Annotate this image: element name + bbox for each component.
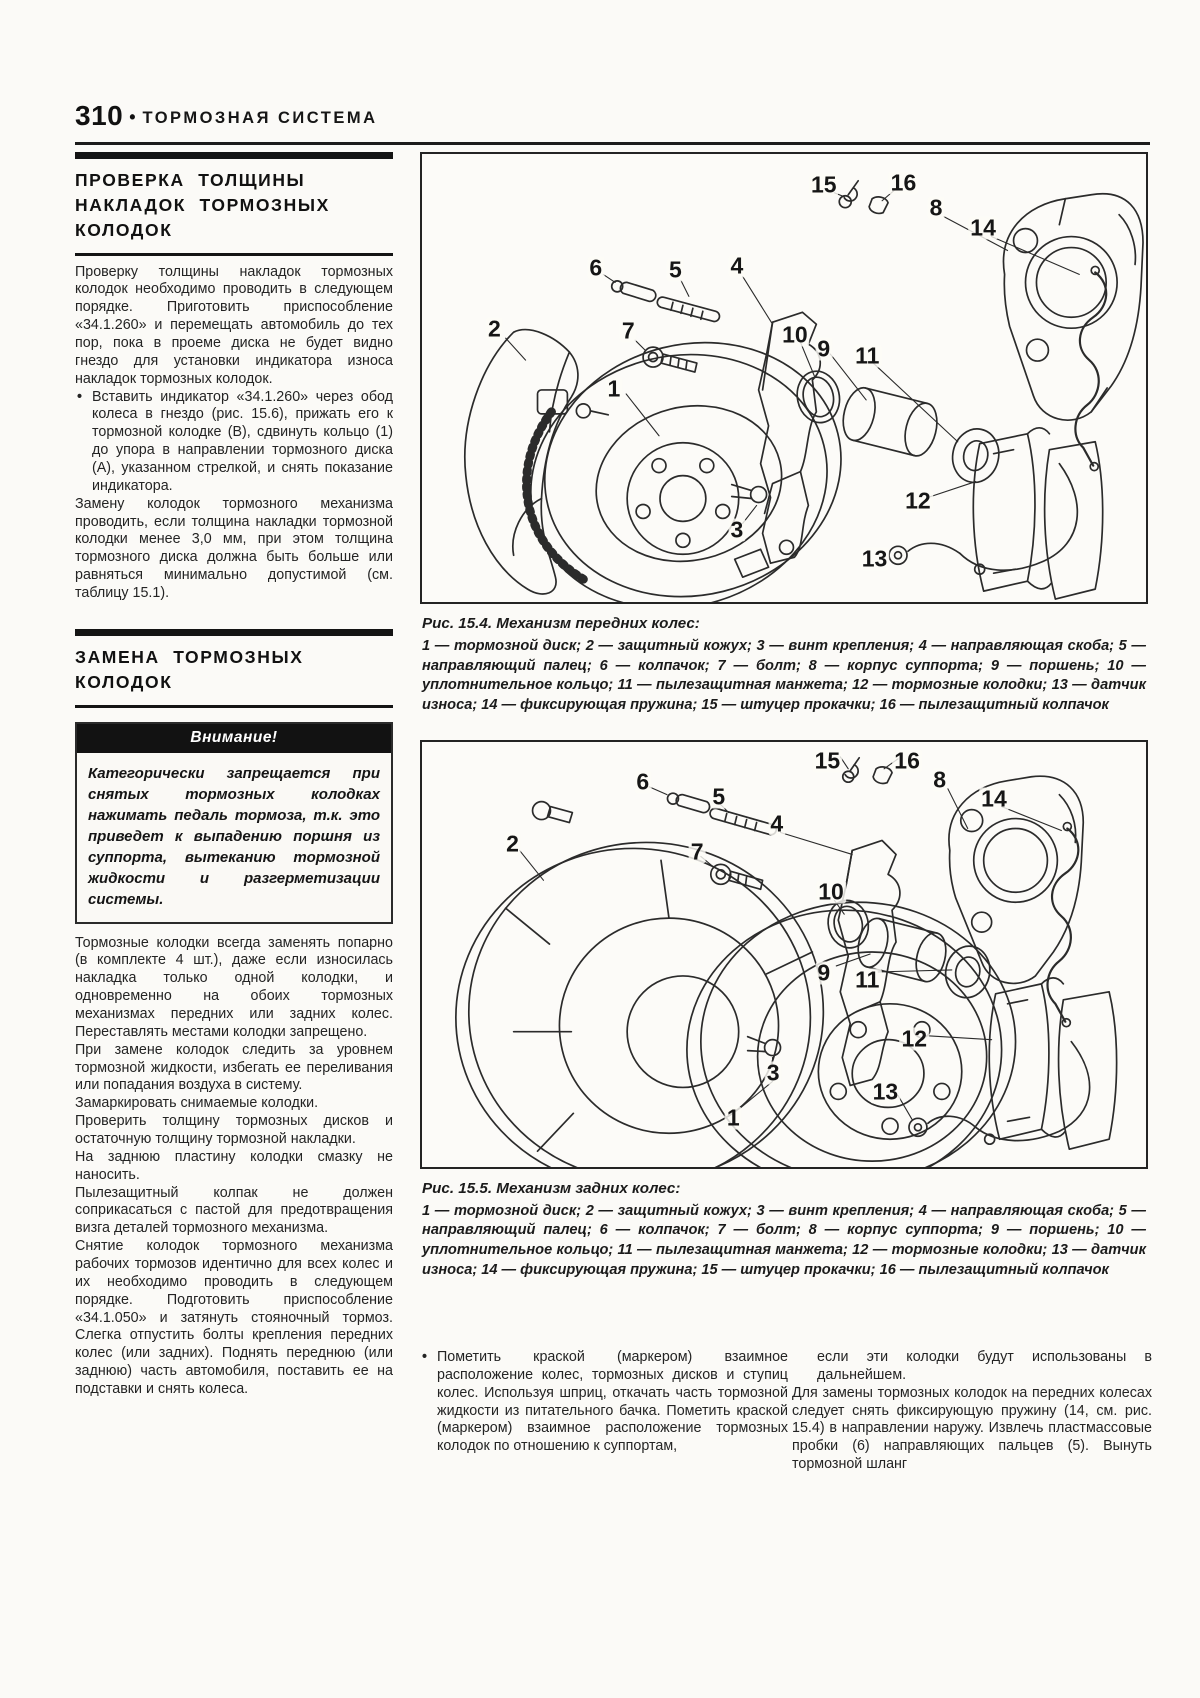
- left-column: [75, 152, 393, 1399]
- figure-callout-4: 4: [730, 252, 744, 279]
- warning-box: [75, 722, 393, 924]
- figure-callout-16: 16: [894, 747, 920, 774]
- bullet-marker: •: [422, 1349, 428, 1365]
- paragraph: На заднюю пластину колодки смазку не наносить.: [75, 1148, 393, 1183]
- figure-callout-10: 10: [818, 878, 844, 905]
- figure-callout-13: 13: [861, 545, 888, 572]
- paragraph: Проверку толщины накладок тормозных колодок необходимо проводить в следующем порядке. Приготовить приспособление «34.1.260» и перемещать автомобиль до тех пор, пока в проеме диска не будет видно гнездо для установки индикатора износа накладок тормозных колодок.: [75, 263, 393, 387]
- figure-caption-title: Рис. 15.4. Механизм передних колес:: [422, 615, 700, 632]
- figure-callout-6: 6: [636, 768, 650, 795]
- figures-column: [420, 152, 1148, 1304]
- figure-callout-7: 7: [621, 317, 635, 344]
- paragraph: Снятие колодок тормозного механизма рабочих тормозов идентично для всех колес и их необходимо проводить в следующем порядке. Подготовить приспособление «34.1.050» и затянуть стояночный тормоз. Слегка отпустить болты крепления передних колес (или задних). Поднять переднюю (или заднюю) часть автомобиля, поставить ее на подставки и снять колеса.: [75, 1238, 393, 1398]
- figure-15-4-panel: [420, 152, 1148, 604]
- warning-text: Категорически запрещается при снятых тормозных колодках нажимать педаль тормоза, т.к. это приведет к выпадению поршня из суппорта, вытеканию тормозной жидкости и разгерметизации системы.: [88, 764, 380, 908]
- paragraph: Замену колодок тормозного механизма проводить, если толщина накладки тормозной колодки менее 3,0 мм, при этом толщина тормозного диска должна быть больше или равняться минимально допустимой (см. таблицу 15.1).: [75, 495, 393, 601]
- figure-callout-1: 1: [726, 1104, 740, 1131]
- figure-callout-8: 8: [933, 766, 947, 793]
- paragraph: Для замены тормозных колодок на передних колесах следует снять фиксирующую пружину (14, см. рис. 15.4) в направлении наружу. Извлечь пластмассовые пробки (6) направляющих пальцев (5). Вынуть тормозной шланг: [792, 1384, 1152, 1473]
- figure-callout-15: 15: [814, 747, 841, 774]
- figure-callout-12: 12: [905, 487, 931, 514]
- paragraph: Пометить краской (маркером) взаимное расположение колес, тормозных дисков и ступиц колес. Используя шприц, откачать часть тормозной жидкости из питательного бачка. Пометить краской (маркером) взаимное расположение тормозных колодок по отношению к суппортам,: [437, 1349, 788, 1455]
- figure-callout-9: 9: [817, 959, 831, 986]
- figure-callout-2: 2: [506, 830, 519, 857]
- section-heading-pad-replacement: ЗАМЕНА ТОРМОЗНЫХ КОЛОДОК: [75, 629, 393, 708]
- figure-callout-5: 5: [668, 256, 682, 283]
- page-header: [75, 100, 1150, 132]
- figure-callout-1: 1: [607, 375, 621, 402]
- paragraph: Тормозные колодки всегда заменять попарно (в комплекте 4 шт.), даже если износилась накладка только одной колодки, и одновременно на обоих тормозных механизмах передних или задних колес. Переставлять местами колодки запрещено.: [75, 934, 393, 1040]
- front-brake-diagram: [422, 154, 1146, 602]
- list-item: [420, 1349, 788, 1456]
- figure-caption-body: 1 — тормозной диск; 2 — защитный кожух; 3 — винт крепления; 4 — направляющая скоба; 5 — направляющий палец; 6 — колпачок; 7 — болт; 8 — корпус суппорта; 9 — поршень; 10 — уплотнительное кольцо; 11 — пылезащитная манжета; 12 — тормозные колодки; 13 — датчик износа; 14 — фиксирующая пружина; 15 — штуцер прокачки; 16 — пылезащитный колпачок: [422, 638, 1146, 713]
- figure-callout-5: 5: [712, 783, 726, 810]
- figure-callout-6: 6: [589, 254, 603, 281]
- figure-15-4-caption: [422, 614, 1146, 716]
- figure-callout-14: 14: [981, 785, 1007, 812]
- figure-callout-4: 4: [770, 810, 784, 837]
- figure-callout-3: 3: [730, 516, 744, 543]
- section-heading-pad-thickness-check: ПРОВЕРКА ТОЛЩИНЫ НАКЛАДОК ТОРМОЗНЫХ КОЛОДОК: [75, 152, 393, 256]
- figure-callout-15: 15: [811, 171, 837, 198]
- figure-callout-3: 3: [766, 1059, 780, 1086]
- bullet-marker: •: [77, 388, 83, 405]
- page-title: ТОРМОЗНАЯ СИСТЕМА: [142, 109, 378, 127]
- figure-callout-14: 14: [970, 214, 996, 241]
- bottom-right-column: [792, 1349, 1152, 1474]
- header-rule: [75, 142, 1150, 145]
- figure-callout-11: 11: [855, 342, 880, 369]
- figure-caption-body: 1 — тормозной диск; 2 — защитный кожух; 3 — винт крепления; 4 — направляющая скоба; 5 — направляющий палец; 6 — колпачок; 7 — болт; 8 — корпус суппорта; 9 — поршень; 10 — уплотнительное кольцо; 11 — пылезащитная манжета; 12 — тормозные колодки; 13 — датчик износа; 14 — фиксирующая пружина; 15 — штуцер прокачки; 16 — пылезащитный колпачок: [422, 1202, 1146, 1278]
- figure-15-5-caption: [422, 1179, 1146, 1281]
- paragraph: Замаркировать снимаемые колодки.: [75, 1095, 319, 1112]
- page-number: 310: [75, 100, 124, 131]
- figure-callout-2: 2: [487, 315, 501, 342]
- figure-caption-title: Рис. 15.5. Механизм задних колес:: [422, 1179, 681, 1197]
- bottom-middle-column: [420, 1349, 788, 1456]
- figure-callout-12: 12: [901, 1025, 928, 1052]
- figure-callout-11: 11: [855, 966, 880, 993]
- paragraph: Проверить толщину тормозных дисков и остаточную толщину тормозной накладки.: [75, 1113, 393, 1147]
- figure-callout-13: 13: [872, 1078, 899, 1105]
- paragraph-continuation: если эти колодки будут использованы в дальнейшем.: [817, 1349, 1152, 1383]
- figure-callout-9: 9: [817, 335, 831, 362]
- paragraph: При замене колодок следить за уровнем тормозной жидкости, избегать ее переливания или попадания воздуха в систему.: [75, 1041, 393, 1094]
- figure-callout-16: 16: [890, 169, 917, 196]
- rear-brake-diagram: [422, 742, 1146, 1167]
- header-dot: •: [129, 107, 136, 127]
- figure-15-5-panel: [420, 740, 1148, 1169]
- section1-body: [75, 264, 393, 603]
- figure-callout-7: 7: [690, 838, 704, 865]
- list-item: [75, 389, 393, 496]
- paragraph: Вставить индикатор «34.1.260» через обод колеса в гнездо (рис. 15.6), прижать его к тормозной колодке (В), сдвинуть кольцо (1) до упора в направлении тормозного диска (А), указанном стрелкой, и снять показание индикатора.: [92, 388, 393, 494]
- section2-body: [75, 935, 393, 1399]
- figure-callout-10: 10: [782, 321, 808, 348]
- figure-callout-8: 8: [929, 194, 943, 221]
- warning-title: Внимание!: [77, 724, 391, 753]
- paragraph: Пылезащитный колпак не должен соприкасаться с пастой для предотвращения визга деталей тормозного механизма.: [75, 1184, 393, 1237]
